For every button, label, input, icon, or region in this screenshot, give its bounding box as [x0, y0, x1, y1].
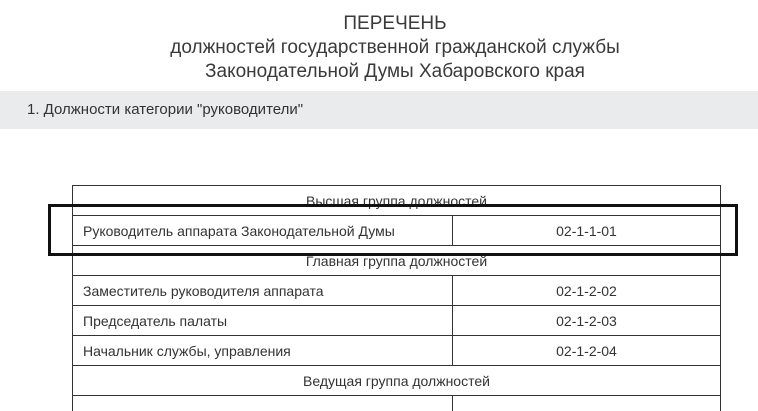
position-code: 02-1-2-02 — [453, 276, 721, 306]
section-heading-bar — [0, 91, 758, 129]
table-row — [73, 306, 721, 336]
table-group-row — [73, 246, 721, 276]
table-group-row — [73, 366, 721, 396]
position-name — [73, 396, 453, 411]
position-name: Начальник службы, управления — [73, 336, 453, 366]
position-code: 02-1-2-03 — [453, 306, 721, 336]
section-heading: 1. Должности категории "руководители" — [27, 101, 304, 118]
position-code: 02-1-2-04 — [453, 336, 721, 366]
group-label: Высшая группа должностей — [73, 186, 721, 216]
group-label: Главная группа должностей — [73, 246, 721, 276]
position-name: Заместитель руководителя аппарата — [73, 276, 453, 306]
page-title — [0, 12, 758, 84]
table-group-row — [73, 186, 721, 216]
title-line-1: ПЕРЕЧЕНЬ — [343, 13, 447, 34]
position-code: 02-1-1-01 — [453, 216, 721, 246]
table-row-partial — [73, 396, 721, 411]
table-row — [73, 276, 721, 306]
table-row — [73, 216, 721, 246]
table-row — [73, 336, 721, 366]
position-code — [453, 396, 721, 411]
position-name: Председатель палаты — [73, 306, 453, 336]
title-line-3: Законодательной Думы Хабаровского края — [205, 61, 585, 82]
group-label: Ведущая группа должностей — [73, 366, 721, 396]
position-name: Руководитель аппарата Законодательной Думы — [73, 216, 453, 246]
positions-table — [72, 185, 721, 411]
title-line-2: должностей государственной гражданской службы — [170, 37, 620, 58]
